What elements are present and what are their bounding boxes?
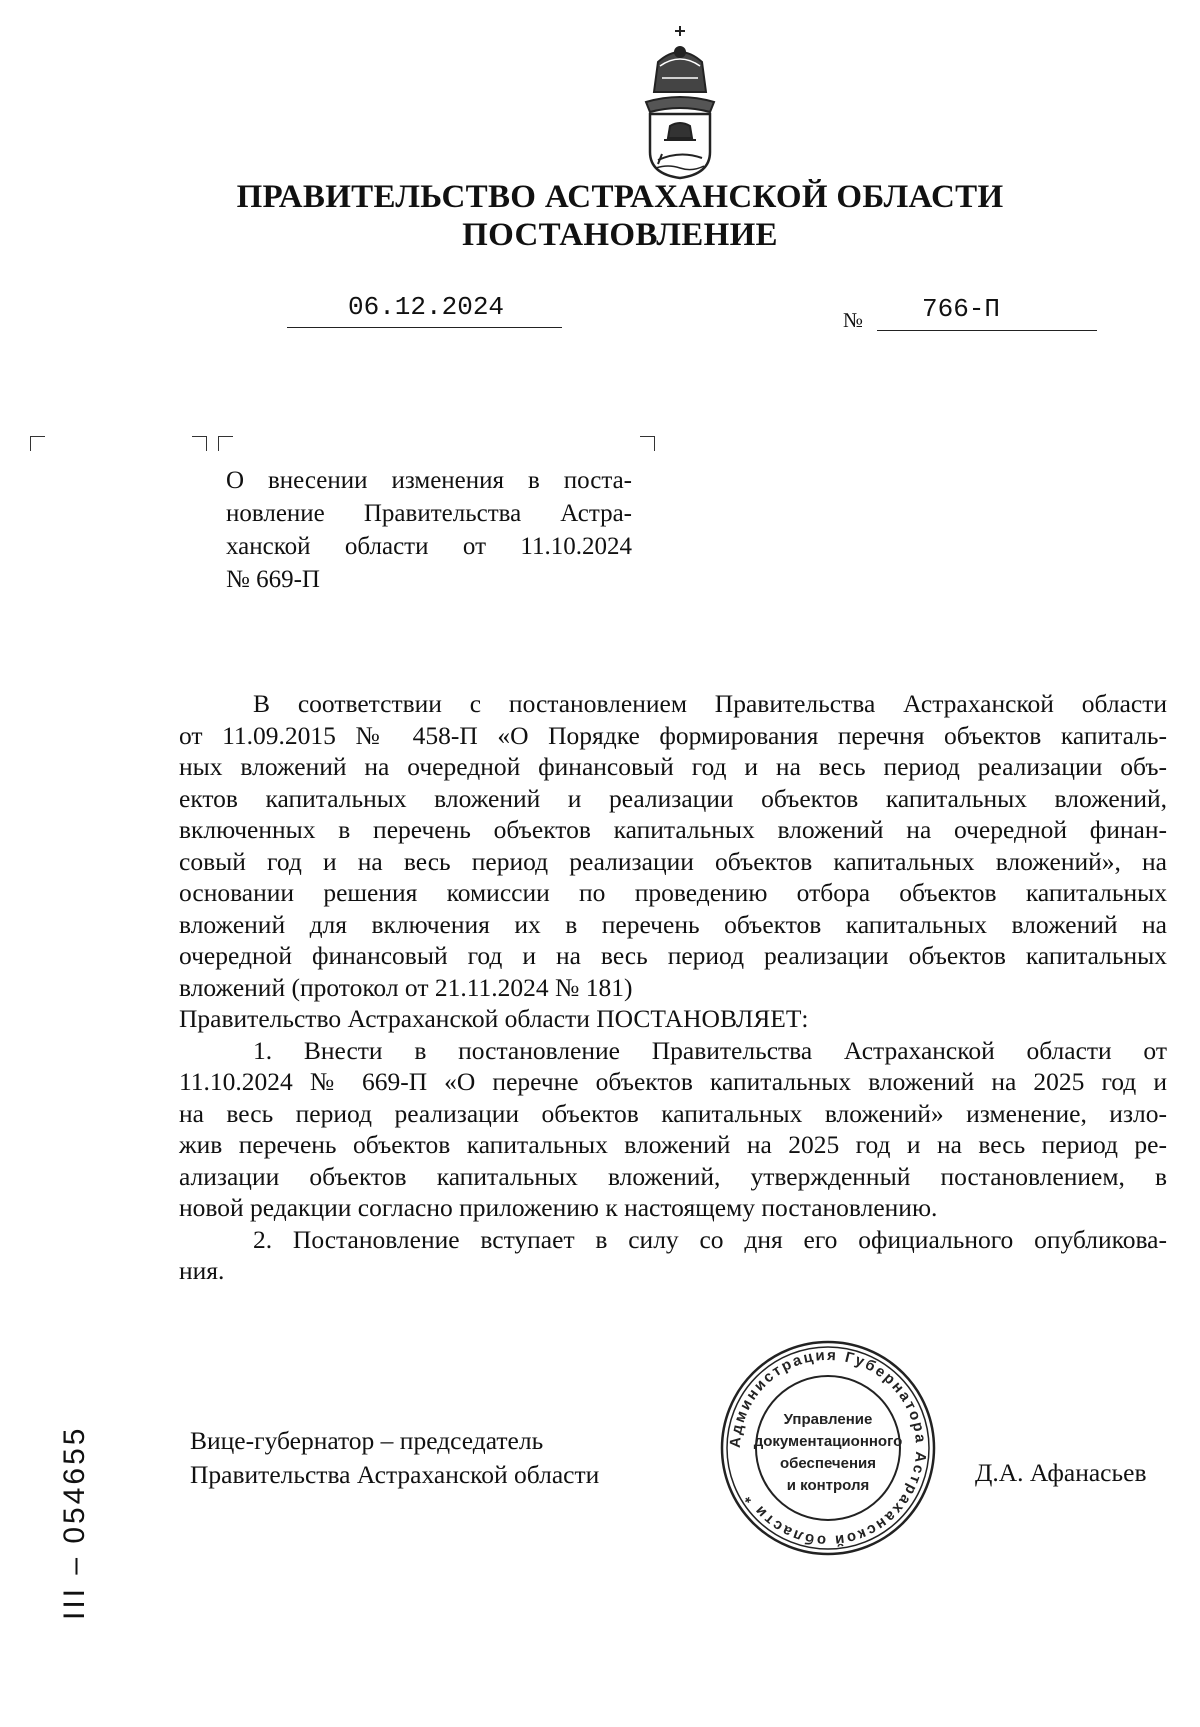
document-number: 766-П (922, 294, 1001, 324)
position-line: Правительства Астраханской области (190, 1460, 600, 1489)
body-line: включенных в перечень объектов капитальных вложений на очередной финан- (179, 815, 1167, 844)
subject-corner-mark-right (640, 436, 655, 451)
subject-line: О внесении изменения в поста- (226, 467, 632, 494)
body-line: 2. Постановление вступает в силу со дня его официального опубликова- (253, 1224, 1167, 1254)
stamp-inner-line: и контроля (786, 1477, 870, 1494)
number-sign: № (843, 308, 864, 332)
subject-corner-mark-left (192, 436, 207, 451)
document-date: 06.12.2024 (348, 292, 505, 322)
subject-line: ханской области от 11.10.2024 (226, 533, 632, 560)
body-line: совый год и на весь период реализации объектов капитальных вложений», на (179, 846, 1167, 876)
subject-line: новление Правительства Астра- (226, 500, 632, 527)
body-line: ных вложений на очередной финансовый год и на весь период реализации объ- (179, 752, 1167, 781)
date-underline (287, 327, 562, 328)
stamp-outer-text: Администрация Губернатора Астраханской области * (726, 1346, 930, 1550)
document-body (179, 688, 1167, 1287)
margin-corner-mark (30, 436, 45, 451)
body-line: 1. Внести в постановление Правительства Астраханской области от (253, 1035, 1167, 1065)
body-line: на весь период реализации объектов капитальных вложений» изменение, изло- (179, 1098, 1167, 1128)
body-line: ния. (179, 1256, 225, 1285)
subject-line: № 669-П (226, 566, 320, 593)
body-line: ектов капитальных вложений и реализации объектов капитальных вложений, (179, 783, 1167, 813)
body-line: ализации объектов капитальных вложений, утвержденный постановлением, в (179, 1161, 1167, 1191)
body-line: новой редакции согласно приложению к настоящему постановлению. (179, 1193, 938, 1222)
document-type: ПОСТАНОВЛЕНИЕ (462, 217, 778, 253)
body-line: 11.10.2024 № 669-П «О перечне объектов капитальных вложений на 2025 год и (179, 1067, 1167, 1096)
subject-corner-mark-left-inner (218, 436, 233, 451)
astrakhan-coat-of-arms-icon (640, 22, 720, 180)
official-stamp (718, 1338, 938, 1558)
body-line: В соответствии с постановлением Правительства Астраханской области (253, 689, 1167, 718)
body-line: вложений для включения их в перечень объектов капитальных вложений на (179, 909, 1167, 939)
stamp-inner-line: обеспечения (779, 1455, 877, 1472)
body-line: жив перечень объектов капитальных вложений на 2025 год и на весь период ре- (179, 1130, 1167, 1159)
signatory-position (190, 1424, 599, 1492)
document-subject (226, 464, 632, 596)
body-line: от 11.09.2015 № 458-П «О Порядке формирования перечня объектов капиталь- (179, 720, 1167, 750)
stamp-inner-line: документационного (753, 1433, 903, 1450)
body-line: Правительство Астраханской области ПОСТАНОВЛЯЕТ: (179, 1004, 809, 1033)
body-line: основании решения комиссии по проведению отбора объектов капитальных (179, 878, 1167, 907)
position-line: Вице-губернатор – председатель (190, 1426, 544, 1455)
registration-code: III – 054655 (58, 1425, 91, 1620)
document-heading (200, 178, 1040, 254)
stamp-inner-line: Управление (783, 1411, 873, 1428)
signatory-name: Д.А. Афанасьев (975, 1458, 1147, 1487)
number-underline (877, 330, 1097, 331)
body-line: вложений (протокол от 21.11.2024 № 181) (179, 972, 633, 1002)
body-line: очередной финансовый год и на весь период реализации объектов капитальных (179, 941, 1167, 970)
government-name: ПРАВИТЕЛЬСТВО АСТРАХАНСКОЙ ОБЛАСТИ (236, 179, 1004, 215)
